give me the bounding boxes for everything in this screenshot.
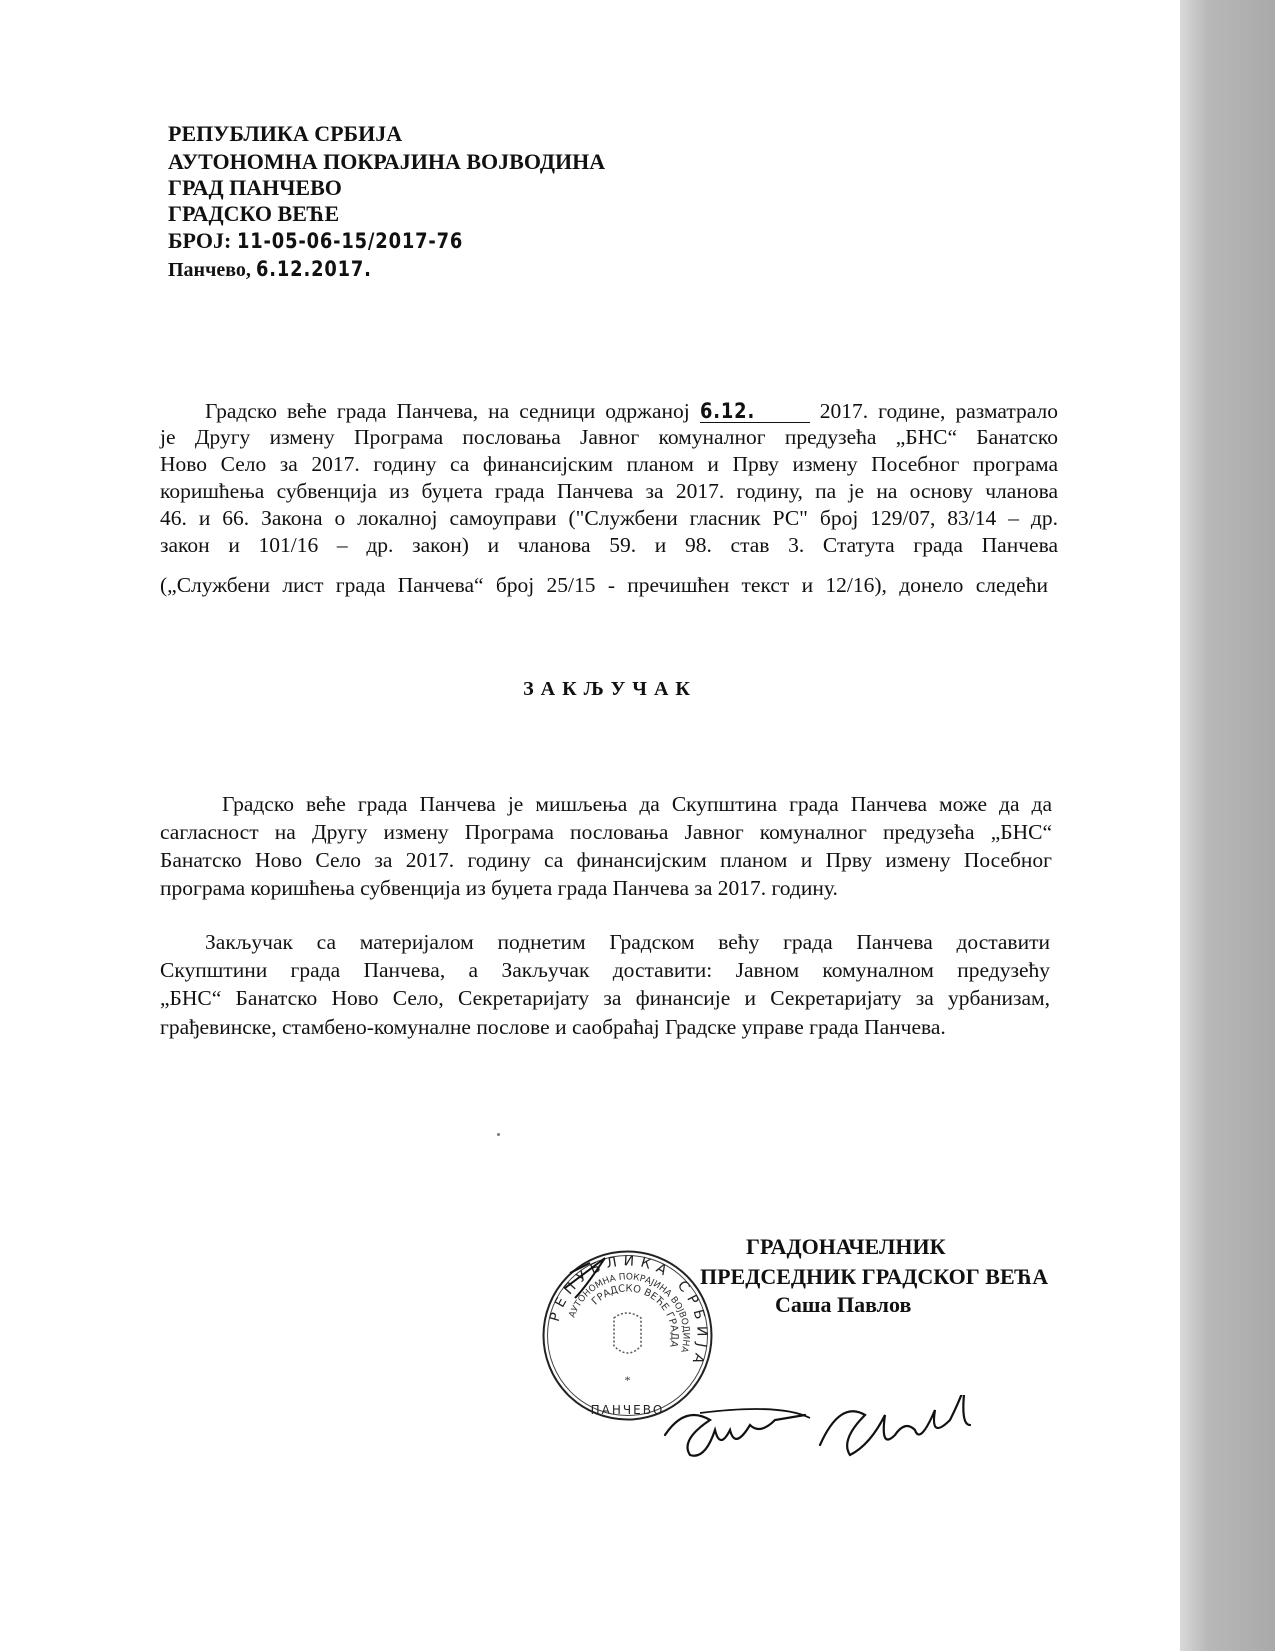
paragraph-line: закон и 101/16 – др. закон) и чланова 59. и 98. став 3. Статута града Панчева: [160, 533, 1058, 557]
document-date: [168, 256, 392, 283]
signature-icon: [660, 1395, 1020, 1475]
scan-edge: [1180, 0, 1275, 1651]
paragraph-line: коришћења субвенција из буџета града Панчева за 2017. годину, па је на основу чланова: [160, 479, 1058, 503]
date-value: 6.12.2017.: [255, 257, 372, 281]
document-title: ЗАКЉУЧАК: [523, 678, 697, 700]
text-fragment: Градско веће града Панчева, на седници одржаној: [205, 399, 690, 423]
paragraph-line: грађевинске, стамбено-комуналне послове и саобраћај Градске управе града Панчева.: [160, 1015, 946, 1039]
session-date: 6.12.: [699, 399, 755, 423]
document-number: [168, 228, 503, 254]
paragraph-line: Градско веће града Панчева је мишљења да Скупштина града Панчева може да да: [222, 792, 1052, 816]
signatory-title: ГРАДОНАЧЕЛНИК: [746, 1234, 946, 1259]
paragraph-line: [205, 398, 1058, 424]
svg-text:ПАНЧЕВО: ПАНЧЕВО: [590, 1403, 665, 1417]
header-line: АУТОНОМНА ПОКРАЈИНА ВОЈВОДИНА: [168, 149, 606, 174]
paragraph-line: 46. и 66. Закона о локалној самоуправи ("Службени гласник РС" број 129/07, 83/14 – др.: [160, 506, 1058, 530]
paragraph-line: Банатско Ново Село за 2017. годину са финансијским планом и Прву измену Посебног: [160, 848, 1052, 872]
number-label: БРОЈ:: [168, 228, 232, 253]
header-line: ГРАДСКО ВЕЋЕ: [168, 201, 340, 226]
text-fragment: 2017. године, разматрало: [819, 399, 1058, 423]
paragraph-line: „БНС“ Банатско Ново Село, Секретаријату за финансије и Секретаријату за урбанизам,: [160, 986, 1050, 1010]
session-date-field: [700, 400, 810, 423]
place-label: Панчево,: [168, 259, 251, 281]
paragraph-line: сагласност на Другу измену Програма пословања Јавног комуналног предузећа „БНС“: [160, 820, 1052, 844]
header-line: ГРАД ПАНЧЕВО: [168, 175, 342, 200]
signatory-name: Саша Павлов: [775, 1292, 912, 1317]
svg-text:ГРАДСКО ВЕЋЕ ГРАДА: ГРАДСКО ВЕЋЕ ГРАДА: [589, 1283, 680, 1349]
paragraph-line: је Другу измену Програма пословања Јавног комуналног предузећа „БНС“ Банатско: [160, 425, 1058, 449]
svg-text:РЕПУБЛИКА СРБИЈА: РЕПУБЛИКА СРБИЈА: [546, 1253, 710, 1372]
number-value: 11-05-06-15/2017-76: [236, 229, 463, 253]
paragraph-line: програма коришћења субвенција из буџета града Панчева за 2017. годину.: [160, 876, 838, 900]
header-line: РЕПУБЛИКА СРБИЈА: [168, 121, 403, 146]
paragraph-line: („Службени лист града Панчева“ број 25/15 - пречишћен текст и 12/16), донело следећи: [160, 573, 1048, 597]
svg-text:АУТОНОМНА ПОКРАЈИНА ВОЈВОДИНА: АУТОНОМНА ПОКРАЈИНА ВОЈВОДИНА: [567, 1272, 691, 1354]
paragraph-line: Закључак са материјалом поднетим Градском већу града Панчева доставити: [205, 930, 1050, 954]
svg-text:*: *: [624, 1373, 631, 1387]
handwritten-signature: [660, 1395, 1020, 1480]
scan-speck: [497, 1133, 500, 1136]
paragraph-line: Скупштини града Панчева, а Закључак доставити: Јавном комуналном предузећу: [160, 958, 1050, 982]
paragraph-line: Ново Село за 2017. годину са финансијским планом и Прву измену Посебног програма: [160, 452, 1058, 476]
signatory-title: ПРЕДСЕДНИК ГРАДСКОГ ВЕЋА: [700, 1264, 1049, 1289]
